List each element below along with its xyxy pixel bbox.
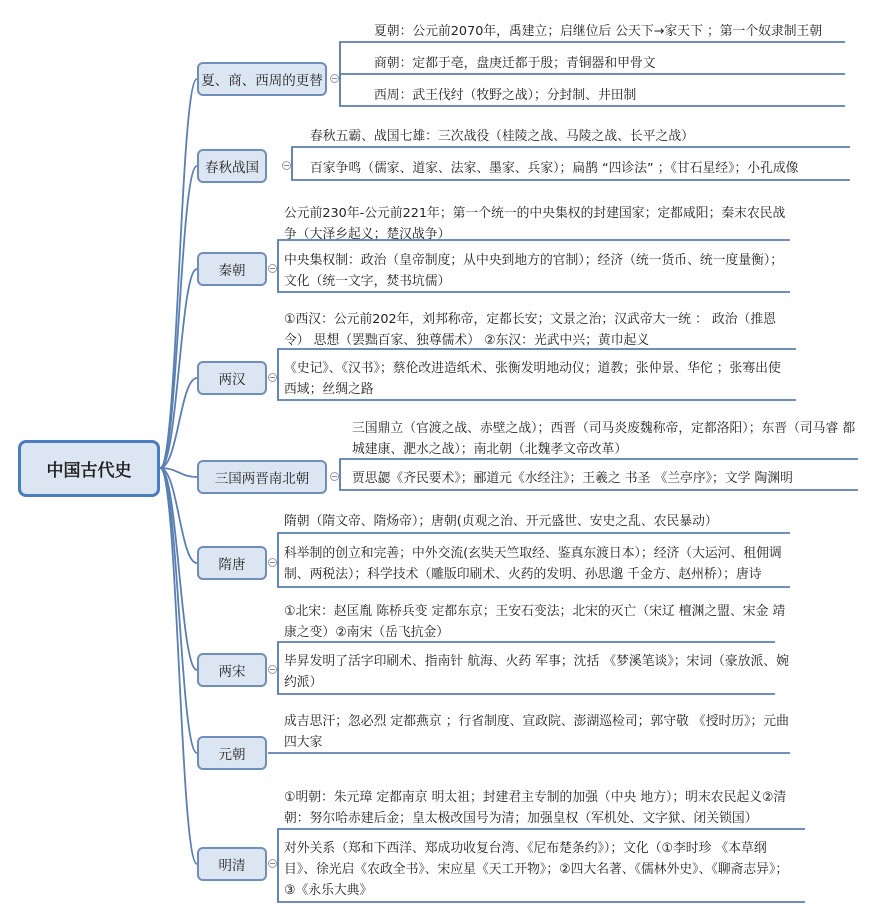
leaf-text: 毕昇发明了活字印刷术、指南针 航海、火药 军事；沈括 《梦溪笔谈》；宋词（豪放派、婉约派） [284,654,789,690]
branch-han[interactable] [197,361,267,395]
branch-xia-shang-zhou[interactable] [197,62,327,96]
leaf-text: 成吉思汗；忽必烈 定都燕京 ；行省制度、宣政院、澎湖巡检司；郭守敬 《授时历》；元曲四大家 [284,714,789,750]
branch-label: 春秋战国 [205,160,259,176]
leaf-text: 对外关系（郑和下西洋、郑成功收复台湾、《尼布楚条约》）；文化（①李时珍 《本草纲目》、徐光启《农政全书》、宋应星《天工开物》；②四大名著、《儒林外史》、《聊斋志异》；③《永乐大典》 [284,841,789,898]
leaf-text: 三国鼎立（官渡之战、赤壁之战）；西晋（司马炎废魏称帝，定都洛阳）；东晋（司马睿 都城建康、淝水之战）；南北朝（北魏孝文帝改革） [352,421,856,457]
root-connector [160,79,197,468]
leaf-text: 商朝：定都于亳，盘庚迁都于殷；青铜器和甲骨文 [374,56,656,71]
leaf-text: ①西汉：公元前202年，刘邦称帝，定都长安；文景之治；汉武帝大一统 ： 政治（推恩令） 思想（罢黜百家、独尊儒术） ②东汉：光武中兴；黄巾起义 [284,312,776,348]
leaf-text: 西周：武王伐纣（牧野之战）；分封制、井田制 [374,88,637,103]
collapse-icon[interactable] [330,74,339,83]
branch-sanguo-liangjin-nanbeichao[interactable] [197,460,327,494]
collapse-icon[interactable] [268,558,277,567]
collapse-icon[interactable] [330,472,339,481]
root-label: 中国古代史 [46,461,132,481]
branch-qin[interactable] [197,252,267,286]
branch-label: 两宋 [218,664,246,680]
branch-label: 两汉 [218,372,246,388]
leaf-text: 隋朝（隋文帝、隋炀帝）；唐朝(贞观之治、开元盛世、安史之乱、农民暴动） [284,514,718,529]
branch-label: 隋唐 [218,557,246,573]
branch-chunqiu-zhanguo[interactable] [197,149,267,183]
root-connector [160,468,197,864]
branch-label: 秦朝 [218,263,246,279]
branch-sui-tang[interactable] [197,546,267,580]
branch-song[interactable] [197,653,267,687]
root-node[interactable] [18,440,160,497]
leaf-text: 公元前230年-公元前221年；第一个统一的中央集权的封建国家；定都咸阳；秦末农民战争（大泽乡起义；楚汉战争） [284,206,786,242]
leaf-text: 春秋五霸、战国七雄：三次战役（桂陵之战、马陵之战、长平之战） [310,129,694,144]
branch-ming-qing[interactable] [197,847,267,881]
collapse-icon[interactable] [282,161,291,170]
leaf-underline [340,74,845,79]
leaf-text: 中央集权制：政治（皇帝制度；从中央到地方的官制）；经济（统一货币、统一度量衡）；文化（统一文字，焚书坑儒） [284,253,784,289]
leaf-text: 科举制的创立和完善；中外交流(玄奘天竺取经、鉴真东渡日本）；经济（大运河、租佣调制、两税法）；科学技术（雕版印刷术、火药的发明、孙思邈 千金方、赵州桥）；唐诗 [284,546,782,582]
leaf-text: 《史记》、《汉书》；蔡伦改进造纸术、张衡发明地动仪；道教；张仲景、华佗 ；张骞出使西域；丝绸之路 [284,361,781,397]
branch-yuan[interactable] [197,736,267,770]
collapse-icon[interactable] [268,373,277,382]
branch-label: 明清 [218,858,246,874]
collapse-icon[interactable] [268,264,277,273]
root-connector [160,269,197,468]
leaf-text: ①明朝：朱元璋 定都南京 明太祖；封建君主专制的加强（中央 地方）；明末农民起义②清朝：努尔哈赤建后金；皇太极改国号为清；加强皇权（军机处、文字狱、闭关锁国） [284,790,787,826]
branch-label: 元朝 [218,747,246,763]
leaf-text: 百家争鸣（儒家、道家、法家、墨家、兵家）；扁鹊 “四诊法” ；《甘石星经》；小孔成像 [310,161,799,176]
branch-label: 夏、商、西周的更替 [201,73,323,89]
leaf-text: 贾思勰《齐民要术》；郦道元《水经注》；王羲之 书圣 《兰亭序》；文学 陶渊明 [352,471,793,486]
leaf-text: 夏朝：公元前2070年，禹建立；启继位后 公天下→家天下 ；第一个奴隶制王朝 [374,24,823,39]
branch-label: 三国两晋南北朝 [214,471,310,487]
leaf-text: ①北宋：赵匡胤 陈桥兵变 定都东京；王安石变法；北宋的灭亡（宋辽 檀渊之盟、宋金 靖康之变）②南宋（岳飞抗金） [284,604,786,640]
collapse-icon[interactable] [268,859,277,868]
collapse-icon[interactable] [268,665,277,674]
root-connector [160,468,197,670]
